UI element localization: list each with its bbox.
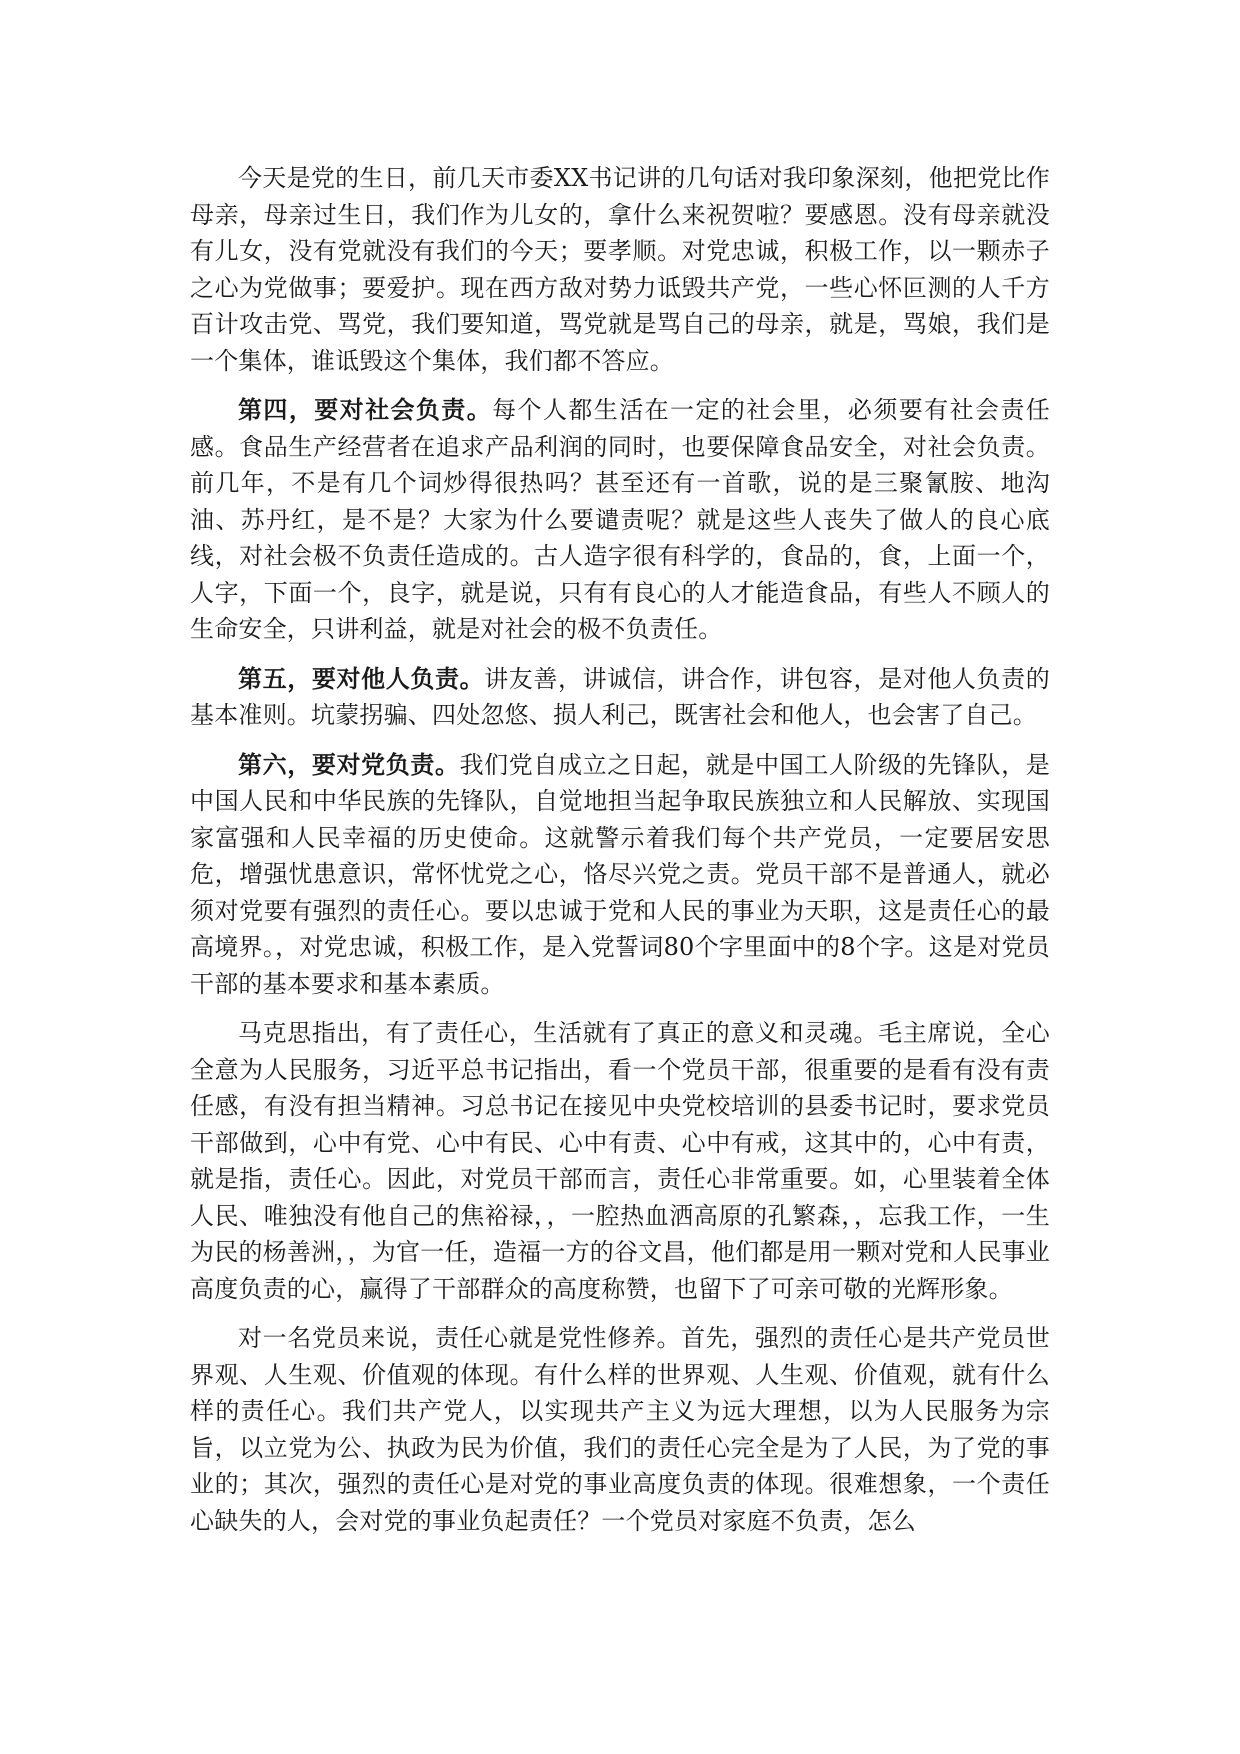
paragraph-lead: 第六，要对党负责。 (238, 749, 460, 779)
paragraph-marx-quote (190, 1015, 1050, 1307)
paragraph-text: 每个人都生活在一定的社会里，必须要有社会责任感。食品生产经营者在追求产品利润的同时，也要保障食品安全，对社会负责。前几年，不是有几个词炒得很热吗？甚至还有一首歌，说的是三聚氰胺、地沟油、苏丹红，是不是？大家为什么要谴责呢？就是这些人丧失了做人的良心底线，对社会极不负责任造成的。古人造字很有科学的，食品的，食，上面一个，人字，下面一个，良字，就是说，只有有良心的人才能造食品，有些人不顾人的生命安全，只讲利益，就是对社会的极不负责任。 (190, 396, 1051, 643)
paragraph-party-cultivation (190, 1320, 1050, 1539)
paragraph-party-birthday (190, 160, 1050, 379)
paragraph-party-responsibility (190, 747, 1050, 1003)
paragraph-text: 马克思指出，有了责任心，生活就有了真正的意义和灵魂。毛主席说，全心全意为人民服务，习近平总书记指出，看一个党员干部，很重要的是看有没有责任感，有没有担当精神。习总书记在接见中央党校培训的县委书记时，要求党员干部做到，心中有党、心中有民、心中有责、心中有戒，这其中的，心中有责，就是指，责任心。因此，对党员干部而言，责任心非常重要。如，心里装着全体人民、唯独没有他自己的焦裕禄，，一腔热血洒高原的孔繁森，，忘我工作，一生为民的杨善洲，，为官一任，造福一方的谷文昌，他们都是用一颗对党和人民事业高度负责的心，赢得了干部群众的高度称赞，也留下了可亲可敬的光辉形象。 (190, 1019, 1050, 1303)
paragraph-text: 我们党自成立之日起，就是中国工人阶级的先锋队，是中国人民和中华民族的先锋队，自觉地担当起争取民族独立和人民解放、实现国家富强和人民幸福的历史使命。这就警示着我们每个共产党员，一定要居安思危，增强忧患意识，常怀忧党之心，恪尽兴党之责。党员干部不是普通人，就必须对党要有强烈的责任心。要以忠诚于党和人民的事业为天职，这是责任心的最高境界。，对党忠诚，积极工作，是入党誓词80个字里面中的8个字。这是对党员干部的基本要求和基本素质。 (190, 750, 1050, 998)
paragraph-text: 对一名党员来说，责任心就是党性修养。首先，强烈的责任心是共产党员世界观、人生观、价值观的体现。有什么样的世界观、人生观、价值观，就有什么样的责任心。我们共产党人，以实现共产主义为远大理想，以为人民服务为宗旨，以立党为公、执政为民为价值，我们的责任心完全是为了人民，为了党的事业的；其次，强烈的责任心是对党的事业高度负责的体现。很难想象，一个责任心缺失的人，会对党的事业负起责任？一个党员对家庭不负责，怎么 (190, 1324, 1050, 1535)
paragraph-lead: 第四，要对社会负责。 (238, 395, 493, 424)
paragraph-text: 今天是党的生日，前几天市委XX书记讲的几句话对我印象深刻，他把党比作母亲，母亲过生日，我们作为儿女的，拿什么来祝贺啦？要感恩。没有母亲就没有儿女，没有党就没有我们的今天；要孝顺。对党忠诚，积极工作，以一颗赤子之心为党做事；要爱护。现在西方敌对势力诋毁共产党，一些心怀叵测的人千方百计攻击党、骂党，我们要知道，骂党就是骂自己的母亲，就是，骂娘，我们是一个集体，谁诋毁这个集体，我们都不答应。 (190, 164, 1050, 375)
paragraph-text: 讲友善，讲诚信，讲合作，讲包容，是对他人负责的基本准则。坑蒙拐骗、四处忽悠、损人利己，既害社会和他人，也会害了自己。 (190, 664, 1050, 729)
paragraph-lead: 第五，要对他人负责。 (238, 663, 485, 693)
document-body (190, 160, 1050, 1552)
paragraph-others-responsibility (190, 661, 1050, 734)
paragraph-society-responsibility (190, 392, 1050, 648)
